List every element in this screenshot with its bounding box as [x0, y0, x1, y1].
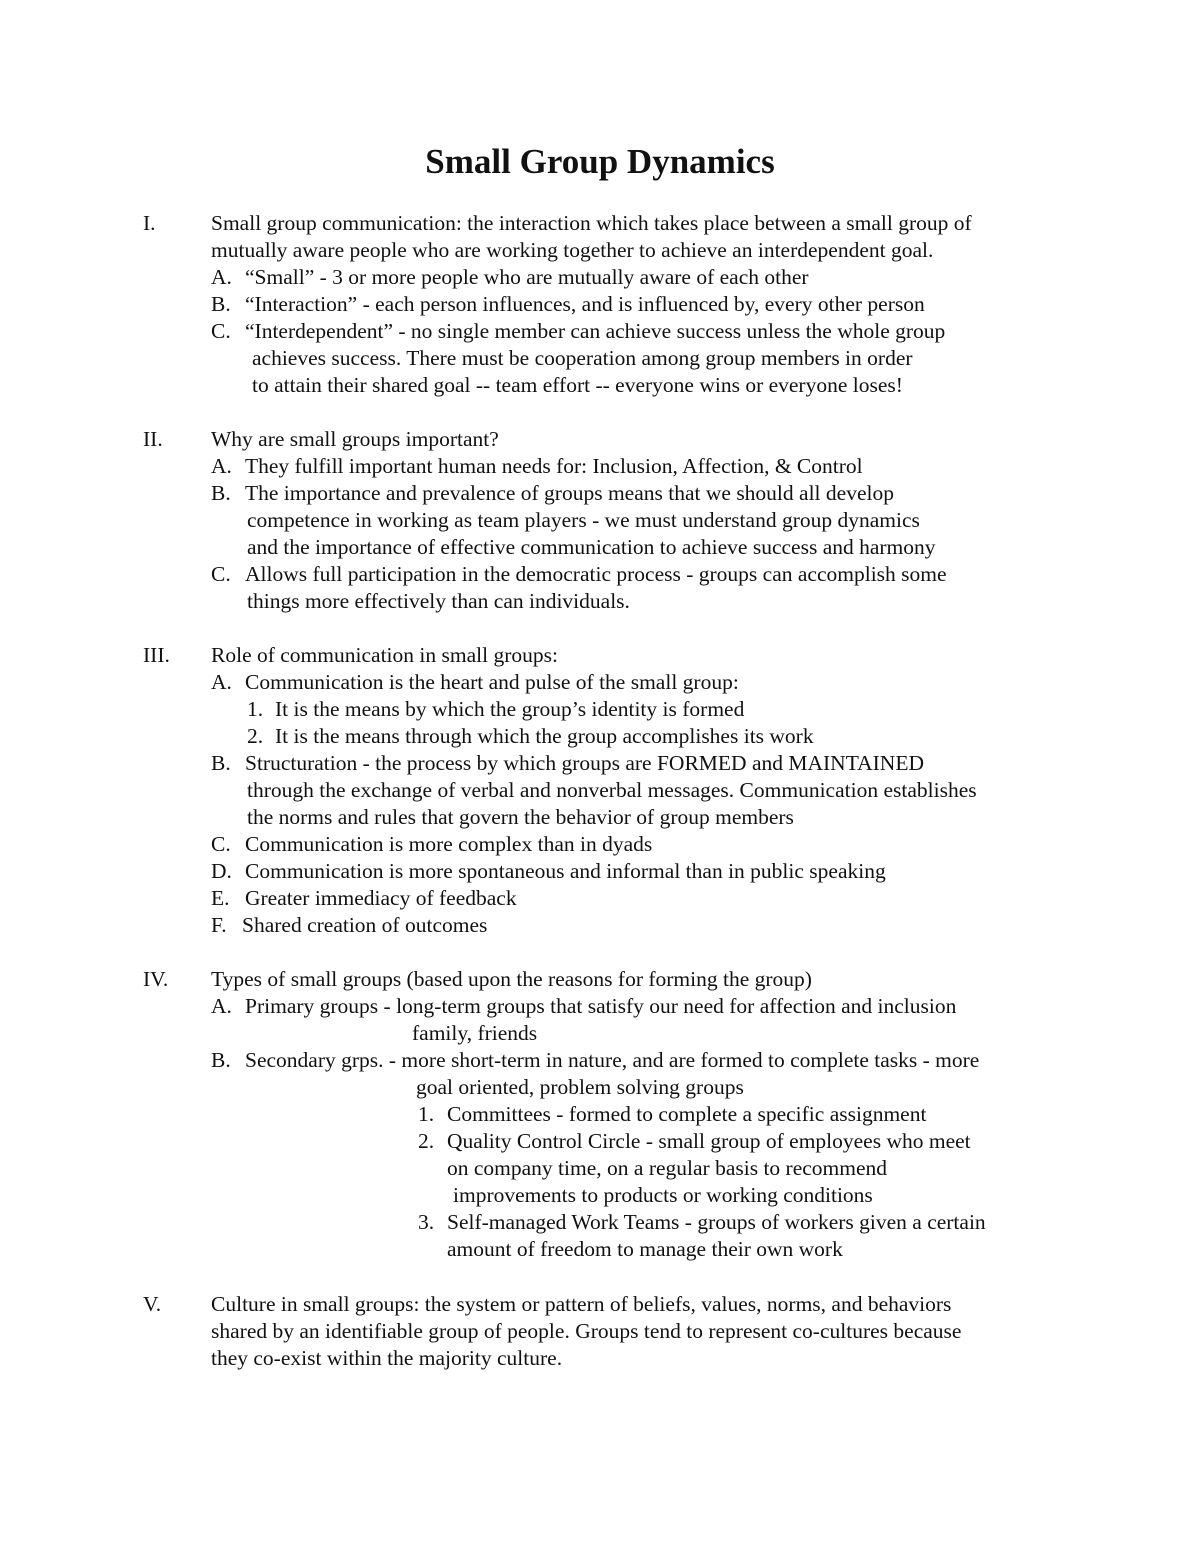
- item-text: They fulfill important human needs for: Inclusion, Affection, & Control: [245, 454, 863, 478]
- section-numeral: IV.: [143, 967, 169, 991]
- item-text: “Interdependent” - no single member can achieve success unless the whole group: [245, 319, 946, 343]
- subitem-marker: 2.: [418, 1129, 435, 1153]
- section-text: Why are small groups important?: [211, 427, 499, 451]
- section-text: Small group communication: the interaction which takes place between a small group of: [211, 211, 972, 235]
- subitem-text: improvements to products or working conditions: [453, 1183, 873, 1207]
- section-text: mutually aware people who are working together to achieve an interdependent goal.: [211, 238, 934, 262]
- section-numeral: III.: [143, 643, 170, 667]
- item-text: achieves success. There must be cooperation among group members in order: [252, 346, 913, 370]
- item-marker: B.: [211, 1048, 231, 1072]
- item-marker: B.: [211, 751, 231, 775]
- item-text: Primary groups - long-term groups that satisfy our need for affection and inclusion: [245, 994, 957, 1018]
- item-text: “Small” - 3 or more people who are mutually aware of each other: [245, 265, 809, 289]
- item-text: Structuration - the process by which groups are FORMED and MAINTAINED: [245, 751, 924, 775]
- item-text: through the exchange of verbal and nonverbal messages. Communication establishes: [247, 778, 977, 802]
- item-text: “Interaction” - each person influences, and is influenced by, every other person: [245, 292, 925, 316]
- section-text: they co-exist within the majority culture.: [211, 1346, 563, 1370]
- subitem-marker: 3.: [418, 1210, 435, 1234]
- subitem-text: on company time, on a regular basis to recommend: [447, 1156, 888, 1180]
- item-text: competence in working as team players - we must understand group dynamics: [247, 508, 920, 532]
- section-text: Culture in small groups: the system or pattern of beliefs, values, norms, and behaviors: [211, 1292, 952, 1316]
- item-marker: A.: [211, 994, 232, 1018]
- item-marker: D.: [211, 859, 232, 883]
- item-marker: C.: [211, 319, 231, 343]
- item-text: Allows full participation in the democratic process - groups can accomplish some: [245, 562, 947, 586]
- item-text: the norms and rules that govern the behavior of group members: [247, 805, 794, 829]
- page-title: Small Group Dynamics: [425, 142, 775, 181]
- item-marker: E.: [211, 886, 230, 910]
- item-text: Communication is the heart and pulse of the small group:: [245, 670, 739, 694]
- item-text: things more effectively than can individuals.: [247, 589, 630, 613]
- item-marker: F.: [211, 913, 227, 937]
- item-marker: C.: [211, 562, 231, 586]
- section-numeral: V.: [143, 1292, 162, 1316]
- item-text: Communication is more spontaneous and informal than in public speaking: [245, 859, 886, 883]
- subitem-text: Quality Control Circle - small group of employees who meet: [447, 1129, 971, 1153]
- item-marker: A.: [211, 265, 232, 289]
- item-text: Greater immediacy of feedback: [245, 886, 517, 910]
- item-marker: A.: [211, 670, 232, 694]
- subitem-text: It is the means through which the group accomplishes its work: [275, 724, 814, 748]
- section-numeral: I.: [143, 211, 156, 235]
- item-text: goal oriented, problem solving groups: [416, 1075, 744, 1099]
- subitem-text: It is the means by which the group’s identity is formed: [275, 697, 745, 721]
- item-text: The importance and prevalence of groups means that we should all develop: [245, 481, 894, 505]
- item-marker: B.: [211, 481, 231, 505]
- item-text: Shared creation of outcomes: [242, 913, 488, 937]
- item-text: to attain their shared goal -- team effort -- everyone wins or everyone loses!: [252, 373, 903, 397]
- item-text: Communication is more complex than in dyads: [245, 832, 653, 856]
- subitem-text: Self-managed Work Teams - groups of workers given a certain: [447, 1210, 986, 1234]
- item-text: and the importance of effective communication to achieve success and harmony: [247, 535, 936, 559]
- subitem-marker: 1.: [418, 1102, 435, 1126]
- subitem-marker: 2.: [247, 724, 264, 748]
- section-text: Role of communication in small groups:: [211, 643, 558, 667]
- item-text: Secondary grps. - more short-term in nature, and are formed to complete tasks - more: [245, 1048, 980, 1072]
- item-marker: C.: [211, 832, 231, 856]
- subitem-text: amount of freedom to manage their own work: [447, 1237, 843, 1261]
- item-marker: B.: [211, 292, 231, 316]
- item-text: family, friends: [412, 1021, 538, 1045]
- subitem-marker: 1.: [247, 697, 264, 721]
- item-marker: A.: [211, 454, 232, 478]
- section-text: shared by an identifiable group of people. Groups tend to represent co-cultures because: [211, 1319, 962, 1343]
- subitem-text: Committees - formed to complete a specific assignment: [447, 1102, 927, 1126]
- section-text: Types of small groups (based upon the reasons for forming the group): [211, 967, 812, 991]
- section-numeral: II.: [143, 427, 163, 451]
